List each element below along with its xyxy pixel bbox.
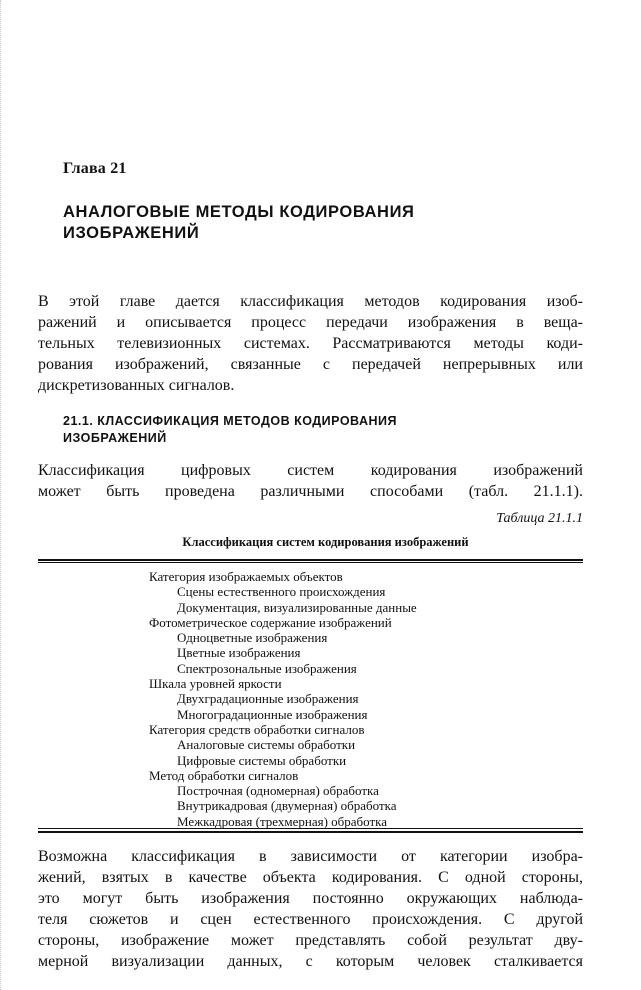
text-line: дискретизованных сигналов. bbox=[38, 377, 235, 394]
section-heading bbox=[63, 413, 563, 447]
section-heading-line: ИЗОБРАЖЕНИЙ bbox=[63, 431, 167, 445]
table-category: Метод обработки сигналов bbox=[149, 767, 299, 783]
table-bottom-rule-thin bbox=[38, 828, 583, 829]
table-item: Двухградационные изображения bbox=[177, 691, 359, 707]
table-item: Одноцветные изображения bbox=[177, 630, 328, 646]
chapter-label: Глава 21 bbox=[63, 160, 127, 177]
table-category: Категория изображаемых объектов bbox=[149, 569, 343, 584]
table-top-rule-thin bbox=[38, 562, 583, 563]
text-line: может быть проведена различными способами (табл. 21.1.1). bbox=[38, 483, 583, 500]
table-item: Сцены естественного происхождения bbox=[177, 584, 386, 600]
table-item: Спектрозональные изображения bbox=[177, 660, 357, 676]
section-paragraph bbox=[38, 460, 583, 502]
classification-table bbox=[149, 569, 549, 829]
text-line: жений, взятых в качестве объекта кодирования. С одной стороны, bbox=[38, 869, 583, 886]
text-line: В этой главе дается классификация методов кодирования изоб- bbox=[38, 293, 583, 310]
text-line: стороны, изображение может представлять собой результат дву- bbox=[38, 932, 583, 949]
table-item: Цветные изображения bbox=[177, 645, 301, 661]
chapter-title bbox=[63, 202, 563, 244]
table-category: Категория средств обработки сигналов bbox=[149, 721, 365, 737]
text-line: теля сюжетов и сцен естественного происхождения. С другой bbox=[38, 911, 583, 928]
table-item: Цифровые системы обработки bbox=[177, 752, 347, 768]
table-top-rule bbox=[38, 559, 583, 561]
table-item: Внутрикадровая (двумерная) обработка bbox=[177, 798, 397, 814]
table-number: Таблица 21.1.1 bbox=[496, 511, 583, 526]
section-heading-line: 21.1. КЛАССИФИКАЦИЯ МЕТОДОВ КОДИРОВАНИЯ bbox=[63, 414, 397, 428]
table-item: Межкадровая (трехмерная) обработка bbox=[177, 813, 388, 829]
table-item: Аналоговые системы обработки bbox=[177, 737, 356, 753]
table-category: Шкала уровней яркости bbox=[149, 676, 282, 692]
table-caption: Классификация систем кодирования изображений bbox=[182, 535, 469, 549]
closing-paragraph bbox=[38, 846, 583, 972]
table-item: Построчная (одномерная) обработка bbox=[177, 783, 379, 799]
table-category: Фотометрическое содержание изображений bbox=[149, 614, 392, 630]
text-line: Возможна классификация в зависимости от категории изобра- bbox=[38, 848, 583, 865]
text-line: Классификация цифровых систем кодирования изображений bbox=[38, 462, 583, 479]
table-item: Многоградационные изображения bbox=[177, 706, 368, 722]
table-item: Документация, визуализированные данные bbox=[177, 599, 417, 615]
chapter-title-line: ИЗОБРАЖЕНИЙ bbox=[63, 224, 200, 242]
intro-paragraph bbox=[38, 291, 583, 396]
text-line: тельных телевизионных системах. Рассматриваются методы коди- bbox=[38, 335, 583, 352]
text-line: ражений и описывается процесс передачи изображения в веща- bbox=[38, 314, 583, 331]
text-line: рования изображений, связанные с передачей непрерывных или bbox=[38, 356, 583, 373]
text-line: мерной визуализации данных, с которым человек сталкивается bbox=[38, 953, 583, 970]
table-bottom-rule bbox=[38, 831, 583, 833]
chapter-title-line: АНАЛОГОВЫЕ МЕТОДЫ КОДИРОВАНИЯ bbox=[63, 203, 415, 221]
text-line: это могут быть изображения постоянно окружающих наблюда- bbox=[38, 890, 583, 907]
